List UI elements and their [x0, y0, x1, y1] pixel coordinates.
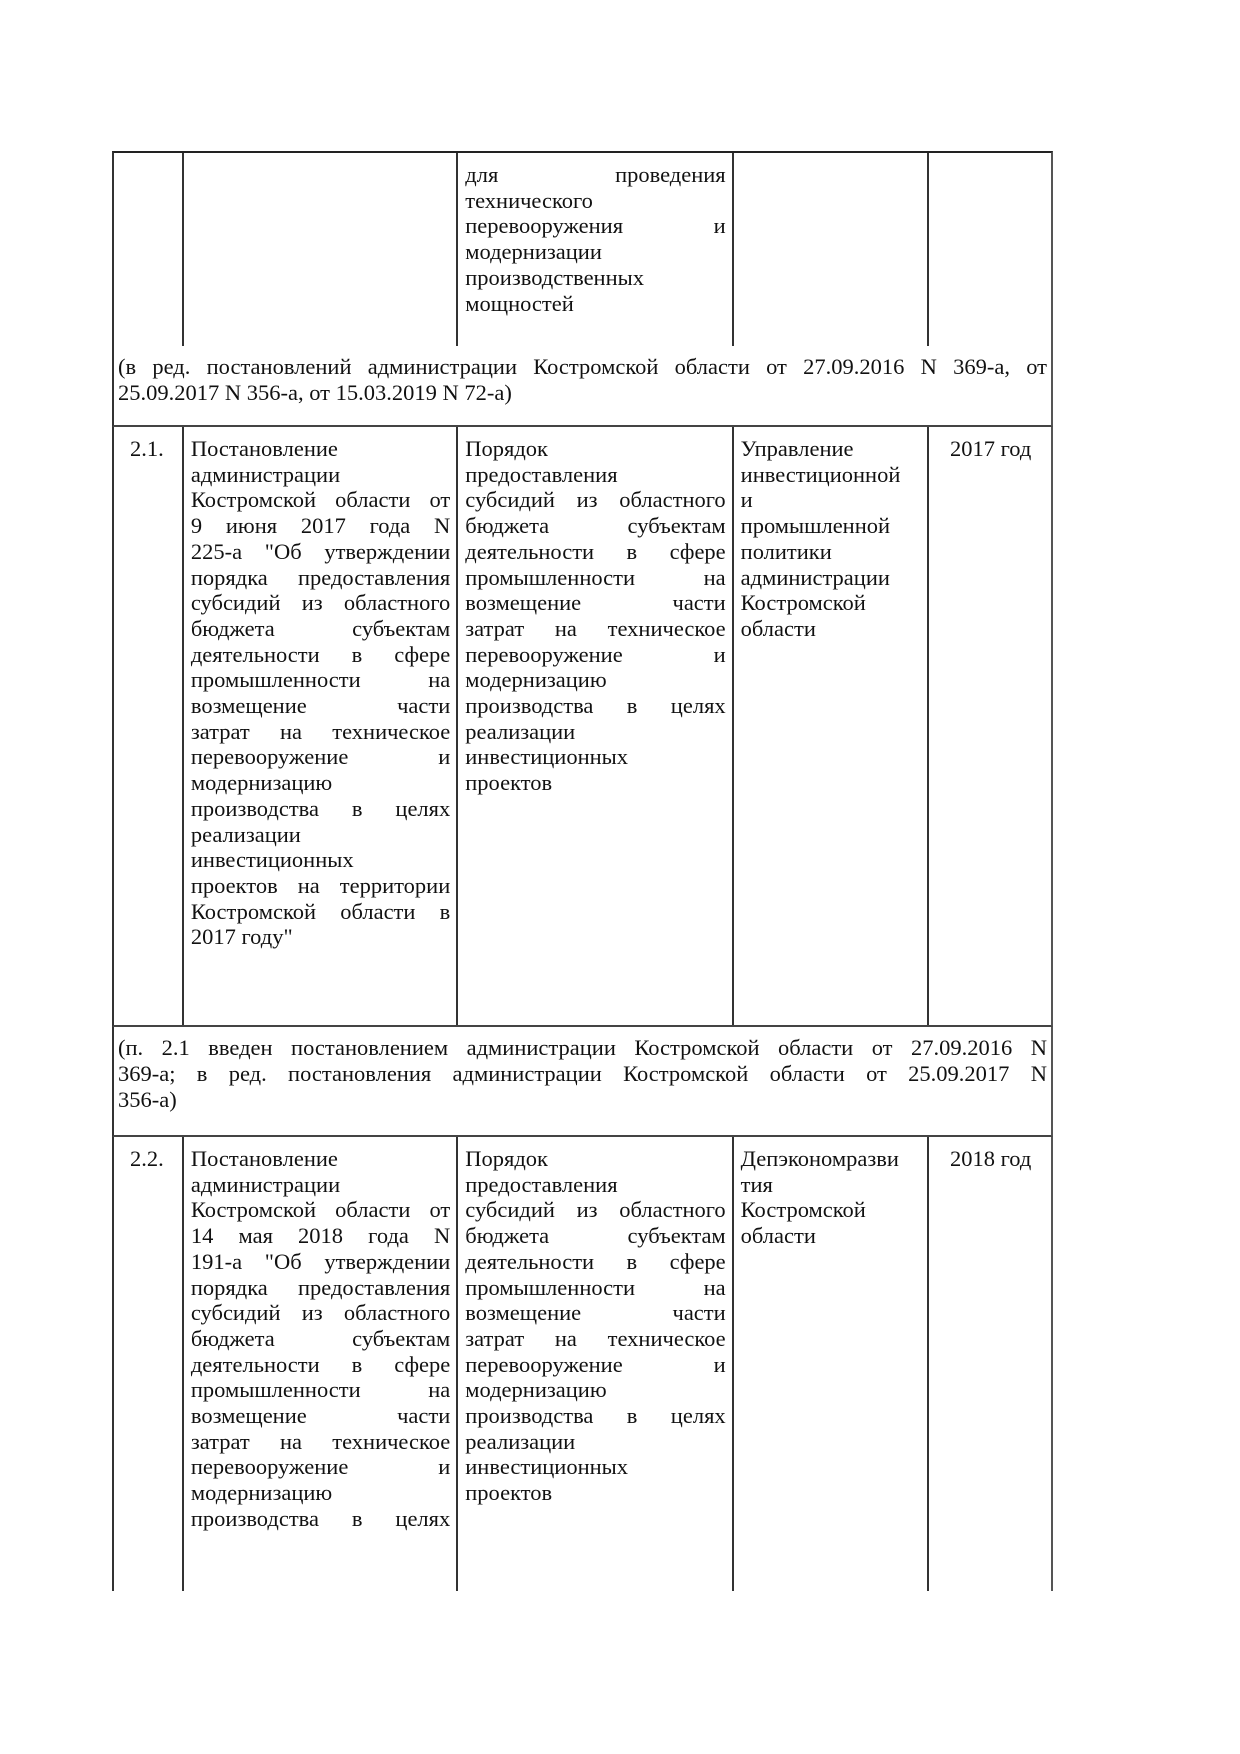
text-line: Костромской области от [190, 1197, 451, 1223]
cell-subject [456, 427, 731, 1025]
table-row [112, 427, 1053, 1027]
text-line: промышленной [740, 513, 891, 539]
text-line: 9 июня 2017 года N [190, 513, 451, 539]
text-line: Депэкономразви [740, 1146, 899, 1171]
amendment-note [112, 1027, 1053, 1137]
text-line: Постановление [190, 436, 338, 461]
text-line: модернизацию [465, 667, 607, 693]
text-line: предоставления [465, 461, 618, 487]
text-line: инвестиционных [190, 847, 354, 873]
text-line: для проведения [465, 162, 726, 187]
text-line: проектов [465, 770, 553, 796]
text-line: Порядок [465, 1146, 548, 1171]
text-line: модернизацию [190, 1480, 333, 1506]
text-line: Постановление [190, 1146, 338, 1171]
text-line: администрации [740, 564, 890, 590]
text-line: Костромской [740, 1197, 866, 1223]
table-row-continuation [112, 151, 1053, 346]
text-line: бюджета субъектам [465, 513, 726, 539]
text-line: возмещение части [190, 693, 451, 719]
text-line: (п. 2.1 введен постановлением администрации Костромской области от 27.09.2016 N [118, 1035, 1047, 1060]
text-line: 225-а "Об утверждении [190, 538, 451, 564]
text-line: области [740, 1223, 816, 1249]
table-row [112, 1137, 1053, 1591]
text-line: модернизацию [465, 1377, 607, 1403]
text-line: 2017 году" [190, 924, 293, 950]
text-line: субсидий из областного [465, 1197, 726, 1223]
text-line: субсидий из областного [190, 1300, 451, 1326]
text-line: перевооружение и [190, 1454, 451, 1480]
cell-number [114, 427, 182, 1025]
cell-act [182, 153, 456, 346]
cell-responsible [732, 153, 928, 346]
text-line: тия [740, 1171, 773, 1197]
text-line: промышленности на [465, 564, 726, 590]
cell-period [927, 427, 1051, 1025]
text-line: Костромской области в [190, 898, 451, 924]
text-line: субсидий из областного [465, 487, 726, 513]
text-line: реализации [465, 1428, 576, 1454]
text-line: перевооружения и [465, 213, 726, 239]
text-line: Костромской области от [190, 487, 451, 513]
text-line: производства в целях [465, 693, 726, 719]
text-line: Порядок [465, 436, 548, 461]
text-line: бюджета субъектам [190, 1325, 451, 1351]
text-line: перевооружение и [465, 1351, 726, 1377]
text-line: и [740, 487, 753, 513]
text-line: (в ред. постановлений администрации Костромской области от 27.09.2016 N 369-а, от [118, 354, 1047, 379]
text-line: порядка предоставления [190, 564, 451, 590]
text-line: производства в целях [465, 1403, 726, 1429]
text-line: администрации [190, 1171, 341, 1197]
text-line: возмещение части [465, 1300, 726, 1326]
text-line: перевооружение и [190, 744, 451, 770]
text-line: субсидий из областного [190, 590, 451, 616]
period-value: 2017 год [949, 436, 1032, 461]
cell-number [114, 1137, 182, 1591]
cell-responsible [732, 427, 928, 1025]
text-line: промышленности на [465, 1274, 726, 1300]
cell-period [927, 153, 1051, 346]
text-line: деятельности в сфере [465, 538, 726, 564]
text-line: 356-а) [118, 1087, 177, 1112]
text-line: производства в целях [190, 795, 451, 821]
period-value: 2018 год [949, 1146, 1032, 1171]
text-line: инвестиционных [465, 744, 629, 770]
cell-number [114, 153, 182, 346]
text-line: промышленности на [190, 667, 451, 693]
text-line: деятельности в сфере [190, 1351, 451, 1377]
cell-subject [456, 153, 731, 346]
text-line: политики [740, 538, 832, 564]
text-line: перевооружение и [465, 641, 726, 667]
text-line: проектов [465, 1480, 553, 1506]
text-line: бюджета субъектам [465, 1223, 726, 1249]
text-line: 369-а; в ред. постановления администрации Костромской области от 25.09.2017 N [118, 1061, 1047, 1086]
text-line: Управление [740, 436, 854, 461]
cell-period [927, 1137, 1051, 1591]
text-line: 191-а "Об утверждении [190, 1248, 451, 1274]
text-line: затрат на техническое [190, 718, 451, 744]
text-line: затрат на техническое [465, 1325, 726, 1351]
text-line: Костромской [740, 590, 866, 616]
text-line: промышленности на [190, 1377, 451, 1403]
text-line: технического [465, 187, 593, 213]
text-line: затрат на техническое [190, 1428, 451, 1454]
amendment-note [112, 346, 1053, 427]
text-line: 14 мая 2018 года N [190, 1223, 451, 1249]
measures-table [112, 151, 1053, 1591]
text-line: проектов на территории [190, 872, 451, 898]
text-line: модернизацию [190, 770, 333, 796]
text-line: возмещение части [190, 1403, 451, 1429]
text-line: администрации [190, 461, 341, 487]
text-line: производственных [465, 264, 645, 290]
text-line: области [740, 615, 816, 641]
row-number: 2.1. [130, 436, 164, 461]
amendment-note-text [114, 346, 1051, 425]
text-line: бюджета субъектам [190, 615, 451, 641]
text-line: предоставления [465, 1171, 618, 1197]
text-line: возмещение части [465, 590, 726, 616]
cell-act [182, 1137, 456, 1591]
text-line: реализации [190, 821, 301, 847]
text-line: деятельности в сфере [465, 1248, 726, 1274]
text-line: порядка предоставления [190, 1274, 451, 1300]
text-line: инвестиционной [740, 461, 901, 487]
cell-responsible [732, 1137, 928, 1591]
text-line: затрат на техническое [465, 615, 726, 641]
text-line: реализации [465, 718, 576, 744]
text-line: модернизации [465, 239, 602, 265]
text-line: деятельности в сфере [190, 641, 451, 667]
text-line: мощностей [465, 290, 574, 316]
row-number: 2.2. [130, 1146, 164, 1171]
cell-subject [456, 1137, 731, 1591]
text-line: 25.09.2017 N 356-а, от 15.03.2019 N 72-а) [118, 380, 512, 405]
text-line: инвестиционных [465, 1454, 629, 1480]
text-line: производства в целях [190, 1505, 451, 1531]
amendment-note-text [114, 1027, 1051, 1135]
cell-act [182, 427, 456, 1025]
